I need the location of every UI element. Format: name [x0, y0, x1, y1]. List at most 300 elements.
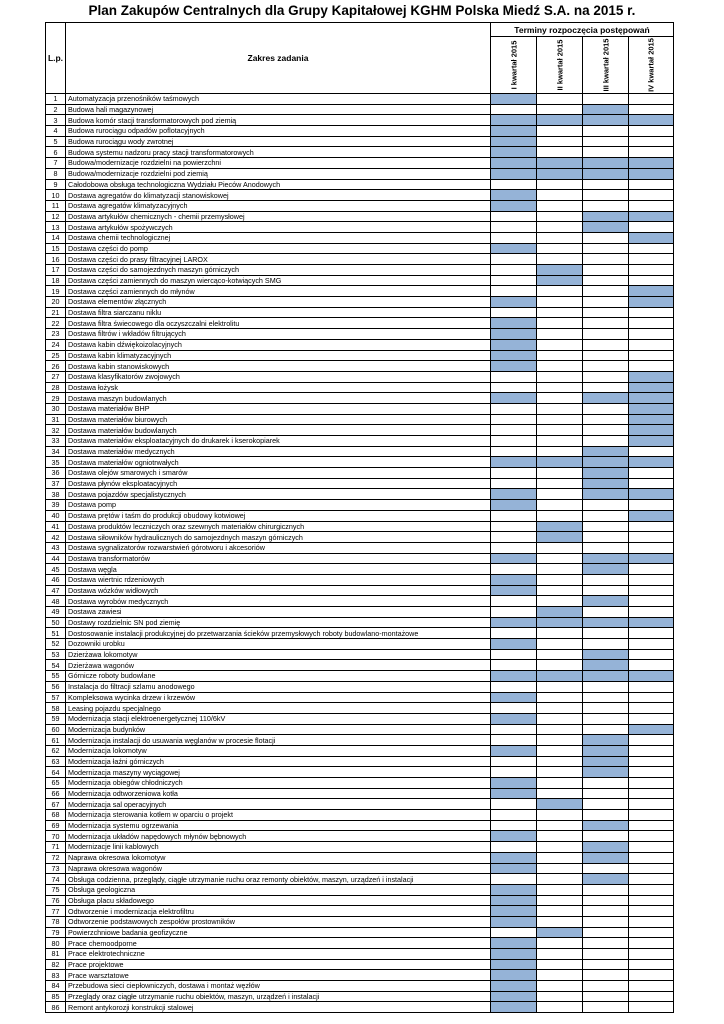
row-number: 77 — [46, 906, 66, 917]
task-description: Dozowniki urobku — [66, 639, 491, 650]
row-number: 80 — [46, 938, 66, 949]
quarter-2-cell — [537, 970, 583, 981]
quarter-4-cell — [629, 168, 674, 179]
quarter-4-cell — [629, 639, 674, 650]
quarter-4-cell — [629, 949, 674, 960]
quarter-4-cell — [629, 532, 674, 543]
quarter-1-cell — [491, 500, 537, 511]
quarter-2-cell — [537, 361, 583, 372]
task-description: Dostawa pomp — [66, 500, 491, 511]
quarter-1-cell — [491, 126, 537, 137]
quarter-4-cell — [629, 436, 674, 447]
task-description: Kompleksowa wycinka drzew i krzewów — [66, 692, 491, 703]
table-row — [46, 329, 674, 340]
quarter-3-cell — [583, 115, 629, 126]
quarter-4-cell — [629, 510, 674, 521]
quarter-2-cell — [537, 852, 583, 863]
table-row — [46, 1002, 674, 1013]
row-number: 31 — [46, 414, 66, 425]
quarter-3-cell — [583, 168, 629, 179]
quarter-4-cell — [629, 126, 674, 137]
table-row — [46, 136, 674, 147]
table-row — [46, 564, 674, 575]
quarter-4-cell — [629, 981, 674, 992]
table-row — [46, 938, 674, 949]
quarter-2-cell — [537, 735, 583, 746]
quarter-1-cell — [491, 243, 537, 254]
quarter-1-cell — [491, 168, 537, 179]
quarter-2-cell — [537, 318, 583, 329]
task-description: Dostawa kabin klimatyzacyjnych — [66, 350, 491, 361]
quarter-4-cell — [629, 874, 674, 885]
quarter-2-cell — [537, 500, 583, 511]
quarter-3-cell — [583, 318, 629, 329]
quarter-2-cell — [537, 158, 583, 169]
quarter-1-cell — [491, 436, 537, 447]
quarter-2-cell — [537, 628, 583, 639]
task-description: Dostawa artykułów chemicznych - chemii przemysłowej — [66, 211, 491, 222]
task-description: Budowa komór stacji transformatorowych pod ziemią — [66, 115, 491, 126]
task-description: Instalacja do filtracji szlamu anodowego — [66, 681, 491, 692]
quarter-4-cell — [629, 778, 674, 789]
quarter-4-cell — [629, 200, 674, 211]
quarter-4-cell — [629, 756, 674, 767]
task-description: Dostawa części do samojezdnych maszyn górniczych — [66, 265, 491, 276]
quarter-1-cell — [491, 949, 537, 960]
quarter-2-cell — [537, 596, 583, 607]
row-number: 29 — [46, 393, 66, 404]
table-row — [46, 500, 674, 511]
quarter-1-cell — [491, 350, 537, 361]
quarter-3-cell — [583, 147, 629, 158]
task-description: Dostawa łożysk — [66, 382, 491, 393]
table-row — [46, 799, 674, 810]
task-description: Budowa rurociągu odpadów poflotacyjnych — [66, 126, 491, 137]
task-description: Dostosowanie instalacji produkcyjnej do przetwarzania ścieków przemysłowych roboty budowlano-montażowe — [66, 628, 491, 639]
row-number: 4 — [46, 126, 66, 137]
row-number: 9 — [46, 179, 66, 190]
task-description: Dostawa prętów i taśm do produkcji obudowy kotwiowej — [66, 510, 491, 521]
quarter-3-cell — [583, 1002, 629, 1013]
quarter-2-cell — [537, 136, 583, 147]
task-description: Obsługa placu składowego — [66, 895, 491, 906]
row-number: 72 — [46, 852, 66, 863]
quarter-3-cell — [583, 607, 629, 618]
quarter-2-cell — [537, 649, 583, 660]
quarter-2-cell — [537, 639, 583, 650]
quarter-3-cell — [583, 649, 629, 660]
quarter-1-cell — [491, 136, 537, 147]
task-description: Modernizacja odtworzeniowa kotła — [66, 788, 491, 799]
quarter-3-cell — [583, 959, 629, 970]
row-number: 61 — [46, 735, 66, 746]
quarter-2-cell — [537, 831, 583, 842]
quarter-1-cell — [491, 863, 537, 874]
row-number: 52 — [46, 639, 66, 650]
quarter-1-cell — [491, 959, 537, 970]
table-row — [46, 874, 674, 885]
quarter-1-cell — [491, 692, 537, 703]
quarter-3-cell — [583, 745, 629, 756]
quarter-4-cell — [629, 222, 674, 233]
table-row — [46, 371, 674, 382]
quarter-2-cell — [537, 436, 583, 447]
row-number: 35 — [46, 457, 66, 468]
quarter-4-cell — [629, 810, 674, 821]
row-number: 86 — [46, 1002, 66, 1013]
quarter-2-cell — [537, 382, 583, 393]
table-row — [46, 297, 674, 308]
quarter-1-cell — [491, 147, 537, 158]
header-start-dates: Terminy rozpoczęcia postępowań — [491, 23, 674, 37]
quarter-1-cell — [491, 628, 537, 639]
task-description: Modernizacja systemu ogrzewania — [66, 820, 491, 831]
quarter-3-cell — [583, 350, 629, 361]
table-row — [46, 243, 674, 254]
quarter-4-cell — [629, 938, 674, 949]
table-row — [46, 895, 674, 906]
quarter-2-cell — [537, 574, 583, 585]
task-description: Budowa systemu nadzoru pracy stacji transformatorowych — [66, 147, 491, 158]
row-number: 14 — [46, 232, 66, 243]
quarter-3-cell — [583, 970, 629, 981]
row-number: 45 — [46, 564, 66, 575]
task-description: Przebudowa sieci ciepłowniczych, dostawa i montaż węzłów — [66, 981, 491, 992]
task-description: Obsługa codzienna, przeglądy, ciągłe utrzymanie ruchu oraz remonty obiektów, maszyn, urządzeń i instalacji — [66, 874, 491, 885]
quarter-3-cell — [583, 436, 629, 447]
quarter-2-cell — [537, 820, 583, 831]
row-number: 1 — [46, 94, 66, 105]
quarter-2-cell — [537, 126, 583, 137]
quarter-3-cell — [583, 104, 629, 115]
task-description: Modernizacja maszyny wyciągowej — [66, 767, 491, 778]
row-number: 8 — [46, 168, 66, 179]
quarter-3-cell — [583, 136, 629, 147]
quarter-1-cell — [491, 852, 537, 863]
quarter-3-cell — [583, 842, 629, 853]
quarter-2-cell — [537, 147, 583, 158]
quarter-3-cell — [583, 329, 629, 340]
table-row — [46, 574, 674, 585]
quarter-3-cell — [583, 617, 629, 628]
quarter-2-cell — [537, 564, 583, 575]
quarter-3-cell — [583, 179, 629, 190]
table-row — [46, 350, 674, 361]
table-row — [46, 756, 674, 767]
row-number: 26 — [46, 361, 66, 372]
quarter-4-cell — [629, 906, 674, 917]
table-row — [46, 393, 674, 404]
quarter-2-cell — [537, 671, 583, 682]
row-number: 67 — [46, 799, 66, 810]
quarter-3-cell — [583, 585, 629, 596]
quarter-1-cell — [491, 916, 537, 927]
quarter-2-cell — [537, 243, 583, 254]
table-row — [46, 339, 674, 350]
quarter-4-cell — [629, 799, 674, 810]
quarter-3-cell — [583, 778, 629, 789]
quarter-4-cell — [629, 927, 674, 938]
quarter-1-cell — [491, 200, 537, 211]
quarter-2-cell — [537, 254, 583, 265]
quarter-4-cell — [629, 831, 674, 842]
quarter-4-cell — [629, 788, 674, 799]
task-description: Dostawa części do pomp — [66, 243, 491, 254]
table-row — [46, 810, 674, 821]
quarter-4-cell — [629, 297, 674, 308]
quarter-2-cell — [537, 607, 583, 618]
task-description: Dostawa węgla — [66, 564, 491, 575]
quarter-1-cell — [491, 767, 537, 778]
row-number: 69 — [46, 820, 66, 831]
quarter-2-cell — [537, 703, 583, 714]
quarter-4-cell — [629, 895, 674, 906]
table-row — [46, 713, 674, 724]
quarter-1-cell — [491, 104, 537, 115]
quarter-1-cell — [491, 649, 537, 660]
quarter-2-cell — [537, 756, 583, 767]
quarter-3-cell — [583, 478, 629, 489]
task-description: Budowa/modernizacje rozdzielni pod ziemią — [66, 168, 491, 179]
header-q1-label: I kwartał 2015 — [509, 40, 518, 90]
table-row — [46, 949, 674, 960]
quarter-3-cell — [583, 532, 629, 543]
row-number: 79 — [46, 927, 66, 938]
quarter-3-cell — [583, 692, 629, 703]
row-number: 76 — [46, 895, 66, 906]
quarter-1-cell — [491, 970, 537, 981]
quarter-1-cell — [491, 660, 537, 671]
quarter-3-cell — [583, 190, 629, 201]
quarter-1-cell — [491, 991, 537, 1002]
quarter-3-cell — [583, 756, 629, 767]
quarter-4-cell — [629, 713, 674, 724]
quarter-1-cell — [491, 393, 537, 404]
header-q3 — [583, 37, 629, 94]
task-description: Automatyzacja przenośników taśmowych — [66, 94, 491, 105]
quarter-1-cell — [491, 671, 537, 682]
quarter-2-cell — [537, 585, 583, 596]
quarter-2-cell — [537, 906, 583, 917]
table-row — [46, 553, 674, 564]
quarter-2-cell — [537, 660, 583, 671]
quarter-2-cell — [537, 200, 583, 211]
quarter-4-cell — [629, 179, 674, 190]
row-number: 38 — [46, 489, 66, 500]
quarter-4-cell — [629, 457, 674, 468]
quarter-1-cell — [491, 831, 537, 842]
quarter-2-cell — [537, 788, 583, 799]
quarter-2-cell — [537, 842, 583, 853]
row-number: 71 — [46, 842, 66, 853]
quarter-4-cell — [629, 158, 674, 169]
task-description: Dostawa wiertnic rdzeniowych — [66, 574, 491, 585]
table-row — [46, 286, 674, 297]
quarter-1-cell — [491, 371, 537, 382]
quarter-3-cell — [583, 788, 629, 799]
task-description: Całodobowa obsługa technologiczna Wydziału Pieców Anodowych — [66, 179, 491, 190]
quarter-2-cell — [537, 895, 583, 906]
row-number: 60 — [46, 724, 66, 735]
quarter-2-cell — [537, 778, 583, 789]
quarter-1-cell — [491, 265, 537, 276]
table-row — [46, 906, 674, 917]
row-number: 64 — [46, 767, 66, 778]
quarter-4-cell — [629, 692, 674, 703]
quarter-1-cell — [491, 254, 537, 265]
task-description: Dostawa agregatów do klimatyzacji stanowiskowej — [66, 190, 491, 201]
row-number: 81 — [46, 949, 66, 960]
quarter-1-cell — [491, 158, 537, 169]
quarter-4-cell — [629, 521, 674, 532]
quarter-4-cell — [629, 382, 674, 393]
row-number: 25 — [46, 350, 66, 361]
task-description: Budowa/modernizacje rozdzielni na powierzchni — [66, 158, 491, 169]
quarter-2-cell — [537, 425, 583, 436]
quarter-3-cell — [583, 446, 629, 457]
row-number: 34 — [46, 446, 66, 457]
quarter-4-cell — [629, 104, 674, 115]
quarter-2-cell — [537, 949, 583, 960]
table-row — [46, 745, 674, 756]
row-number: 18 — [46, 275, 66, 286]
quarter-3-cell — [583, 232, 629, 243]
row-number: 40 — [46, 510, 66, 521]
table-row — [46, 361, 674, 372]
task-description: Odtworzenie podstawowych zespołów prostowników — [66, 916, 491, 927]
table-row — [46, 147, 674, 158]
quarter-4-cell — [629, 339, 674, 350]
quarter-3-cell — [583, 564, 629, 575]
quarter-4-cell — [629, 970, 674, 981]
task-description: Dostawa artykułów spożywczych — [66, 222, 491, 233]
task-description: Prace chemoodporne — [66, 938, 491, 949]
table-row — [46, 542, 674, 553]
header-q2-label: II kwartał 2015 — [555, 39, 564, 91]
quarter-4-cell — [629, 703, 674, 714]
task-description: Dostawa filtrów i wkładów filtrujących — [66, 329, 491, 340]
quarter-1-cell — [491, 275, 537, 286]
quarter-2-cell — [537, 681, 583, 692]
quarter-3-cell — [583, 735, 629, 746]
quarter-4-cell — [629, 361, 674, 372]
quarter-2-cell — [537, 884, 583, 895]
row-number: 33 — [46, 436, 66, 447]
quarter-4-cell — [629, 136, 674, 147]
row-number: 15 — [46, 243, 66, 254]
row-number: 66 — [46, 788, 66, 799]
task-description: Dostawa płynów eksploatacyjnych — [66, 478, 491, 489]
task-description: Budowa rurociągu wody zwrotnej — [66, 136, 491, 147]
quarter-2-cell — [537, 329, 583, 340]
quarter-2-cell — [537, 916, 583, 927]
table-row — [46, 831, 674, 842]
row-number: 27 — [46, 371, 66, 382]
task-description: Modernizacja łaźni górniczych — [66, 756, 491, 767]
quarter-3-cell — [583, 254, 629, 265]
quarter-2-cell — [537, 179, 583, 190]
quarter-2-cell — [537, 94, 583, 105]
quarter-2-cell — [537, 414, 583, 425]
quarter-1-cell — [491, 938, 537, 949]
row-number: 56 — [46, 681, 66, 692]
quarter-2-cell — [537, 297, 583, 308]
quarter-4-cell — [629, 307, 674, 318]
quarter-1-cell — [491, 297, 537, 308]
table-row — [46, 649, 674, 660]
quarter-2-cell — [537, 724, 583, 735]
quarter-4-cell — [629, 350, 674, 361]
quarter-1-cell — [491, 564, 537, 575]
row-number: 68 — [46, 810, 66, 821]
task-description: Powierzchniowe badania geofizyczne — [66, 927, 491, 938]
task-description: Dostawy rozdzielnic SN pod ziemię — [66, 617, 491, 628]
quarter-1-cell — [491, 329, 537, 340]
row-number: 83 — [46, 970, 66, 981]
row-number: 43 — [46, 542, 66, 553]
quarter-1-cell — [491, 94, 537, 105]
table-row — [46, 222, 674, 233]
quarter-2-cell — [537, 232, 583, 243]
row-number: 3 — [46, 115, 66, 126]
table-row — [46, 436, 674, 447]
quarter-3-cell — [583, 852, 629, 863]
header-q4 — [629, 37, 674, 94]
quarter-2-cell — [537, 115, 583, 126]
table-row — [46, 842, 674, 853]
quarter-2-cell — [537, 553, 583, 564]
quarter-1-cell — [491, 510, 537, 521]
quarter-1-cell — [491, 874, 537, 885]
quarter-4-cell — [629, 94, 674, 105]
table-row — [46, 959, 674, 970]
row-number: 19 — [46, 286, 66, 297]
quarter-2-cell — [537, 371, 583, 382]
row-number: 59 — [46, 713, 66, 724]
procurement-plan-table — [45, 22, 674, 1013]
task-description: Dostawa materiałów medycznych — [66, 446, 491, 457]
quarter-3-cell — [583, 671, 629, 682]
row-number: 36 — [46, 468, 66, 479]
quarter-1-cell — [491, 115, 537, 126]
row-number: 13 — [46, 222, 66, 233]
quarter-1-cell — [491, 542, 537, 553]
task-description: Modernizacja układów napędowych młynów bębnowych — [66, 831, 491, 842]
quarter-2-cell — [537, 393, 583, 404]
table-row — [46, 767, 674, 778]
quarter-3-cell — [583, 275, 629, 286]
task-description: Dostawa olejów smarowych i smarów — [66, 468, 491, 479]
quarter-3-cell — [583, 660, 629, 671]
task-description: Dostawa części zamiennych do młynów — [66, 286, 491, 297]
quarter-2-cell — [537, 190, 583, 201]
quarter-4-cell — [629, 916, 674, 927]
row-number: 53 — [46, 649, 66, 660]
row-number: 62 — [46, 745, 66, 756]
quarter-1-cell — [491, 617, 537, 628]
task-description: Modernizacja sal operacyjnych — [66, 799, 491, 810]
task-description: Dostawa części zamiennych do maszyn wiercąco-kotwiących SMG — [66, 275, 491, 286]
table-row — [46, 179, 674, 190]
task-description: Naprawa okresowa lokomotyw — [66, 852, 491, 863]
quarter-3-cell — [583, 724, 629, 735]
row-number: 57 — [46, 692, 66, 703]
quarter-1-cell — [491, 778, 537, 789]
task-description: Remont antykorozji konstrukcji stalowej — [66, 1002, 491, 1013]
quarter-3-cell — [583, 863, 629, 874]
quarter-1-cell — [491, 639, 537, 650]
row-number: 49 — [46, 607, 66, 618]
